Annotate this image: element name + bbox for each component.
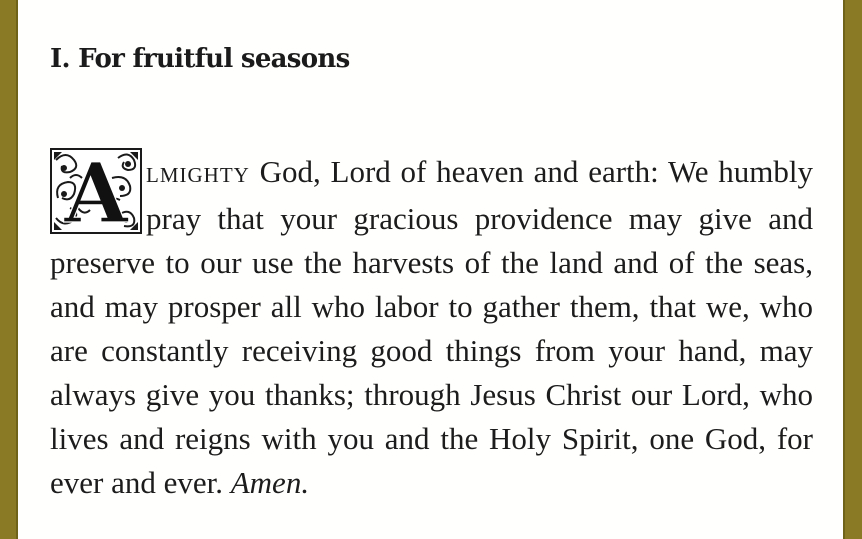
prayer-body: God, Lord of heaven and earth: We humbly pray that your gracious providence may give and preserve to our use the harvests of the land and of the seas, and may prosper all who labor to gather them, that we, who are constantly receiving good things from your hand, may always give you thanks; through Jesus Christ our Lord, who lives and reigns with you and the Holy Spirit, one God, for ever and ever. [50,154,814,500]
section-title: I. For fruitful seasons [50,44,350,74]
prayer-text [50,150,813,505]
ornamental-initial-a-icon [50,148,142,234]
prayer-page [16,0,845,539]
svg-text:A: A [64,148,128,234]
first-word-smallcaps: LMIGHTY [146,163,250,187]
amen-ending: Amen. [230,465,310,500]
